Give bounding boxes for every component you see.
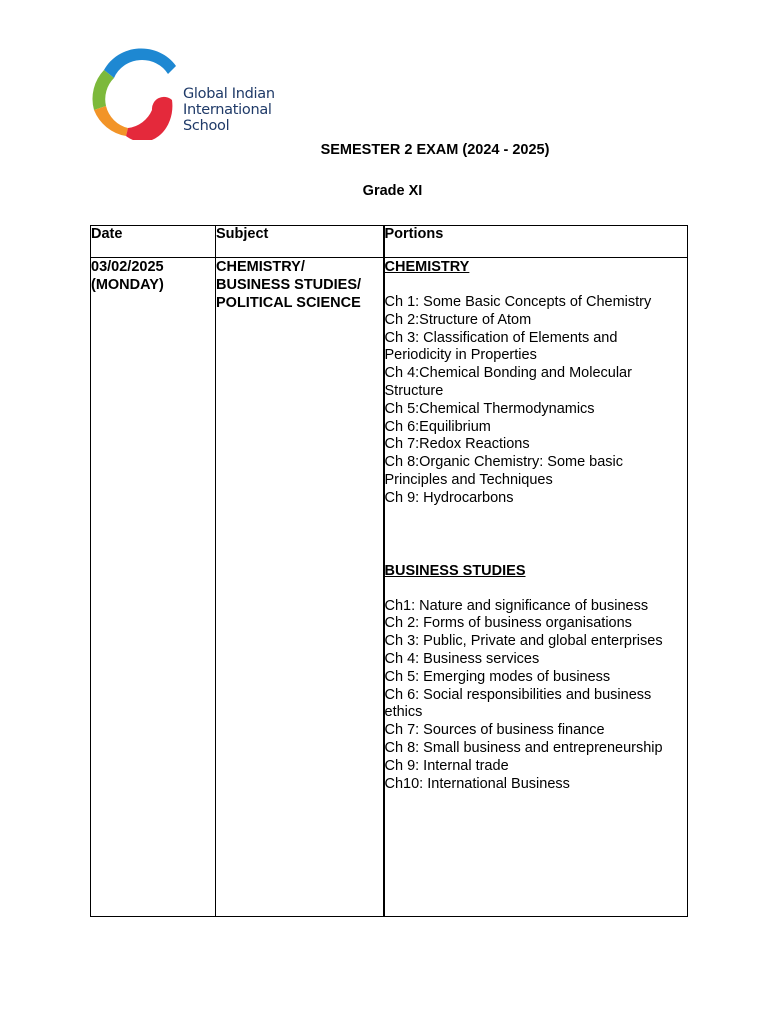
list-item: Ch1: Nature and significance of business	[384, 597, 649, 614]
school-logo	[90, 44, 280, 140]
school-name-line-1: Global Indian	[183, 86, 275, 102]
school-name-line-3: School	[183, 118, 230, 134]
subject-line: POLITICAL SCIENCE	[216, 295, 361, 311]
subject-cell	[216, 258, 384, 917]
day-value: (MONDAY)	[91, 277, 164, 293]
header-portions: Portions	[384, 226, 688, 258]
chemistry-portions-list	[385, 294, 688, 508]
date-value: 03/02/2025	[91, 259, 164, 275]
list-item: Ch 1: Some Basic Concepts of Chemistry	[384, 294, 652, 310]
table-row	[91, 258, 688, 917]
list-item: Ch 8: Small business and entrepreneurship	[384, 739, 663, 756]
list-item: Ch 9: Hydrocarbons	[384, 489, 514, 506]
list-item: Ch 4:Chemical Bonding and Molecular Structure	[384, 365, 632, 399]
chemistry-section-title: CHEMISTRY	[384, 259, 470, 275]
exam-schedule-table	[90, 225, 688, 917]
header-subject: Subject	[216, 226, 384, 258]
school-name	[183, 86, 275, 134]
school-name-line-2: International	[183, 102, 272, 118]
table-header-row	[91, 226, 688, 258]
portions-cell	[384, 258, 688, 917]
list-item: Ch 5:Chemical Thermodynamics	[384, 400, 595, 417]
list-item: Ch 7:Redox Reactions	[384, 436, 530, 453]
list-item: Ch 5: Emerging modes of business	[384, 668, 611, 685]
list-item: Ch 7: Sources of business finance	[384, 722, 605, 739]
list-item: Ch 3: Classification of Elements and Periodicity in Properties	[384, 329, 618, 364]
list-item: Ch 2: Forms of business organisations	[384, 615, 632, 632]
list-item: Ch 3: Public, Private and global enterprises	[384, 633, 663, 650]
exam-title: SEMESTER 2 EXAM (2024 - 2025)	[320, 142, 550, 158]
header-date: Date	[91, 226, 216, 258]
business-studies-portions-list	[385, 598, 688, 794]
list-item: Ch 8:Organic Chemistry: Some basic Principles and Techniques	[384, 454, 624, 488]
business-studies-section-title: BUSINESS STUDIES	[384, 562, 526, 579]
list-item: Ch 4: Business services	[384, 650, 540, 667]
subject-line: BUSINESS STUDIES/	[216, 277, 362, 293]
list-item: Ch10: International Business	[384, 775, 570, 792]
list-item: Ch 2:Structure of Atom	[384, 311, 532, 328]
grade-title: Grade XI	[362, 183, 423, 199]
list-item: Ch 9: Internal trade	[384, 757, 509, 774]
date-cell	[91, 258, 216, 917]
list-item: Ch 6: Social responsibilities and business ethics	[384, 686, 652, 721]
list-item: Ch 6:Equilibrium	[384, 418, 491, 435]
school-logo-mark	[90, 44, 182, 140]
subject-line: CHEMISTRY/	[216, 259, 305, 275]
